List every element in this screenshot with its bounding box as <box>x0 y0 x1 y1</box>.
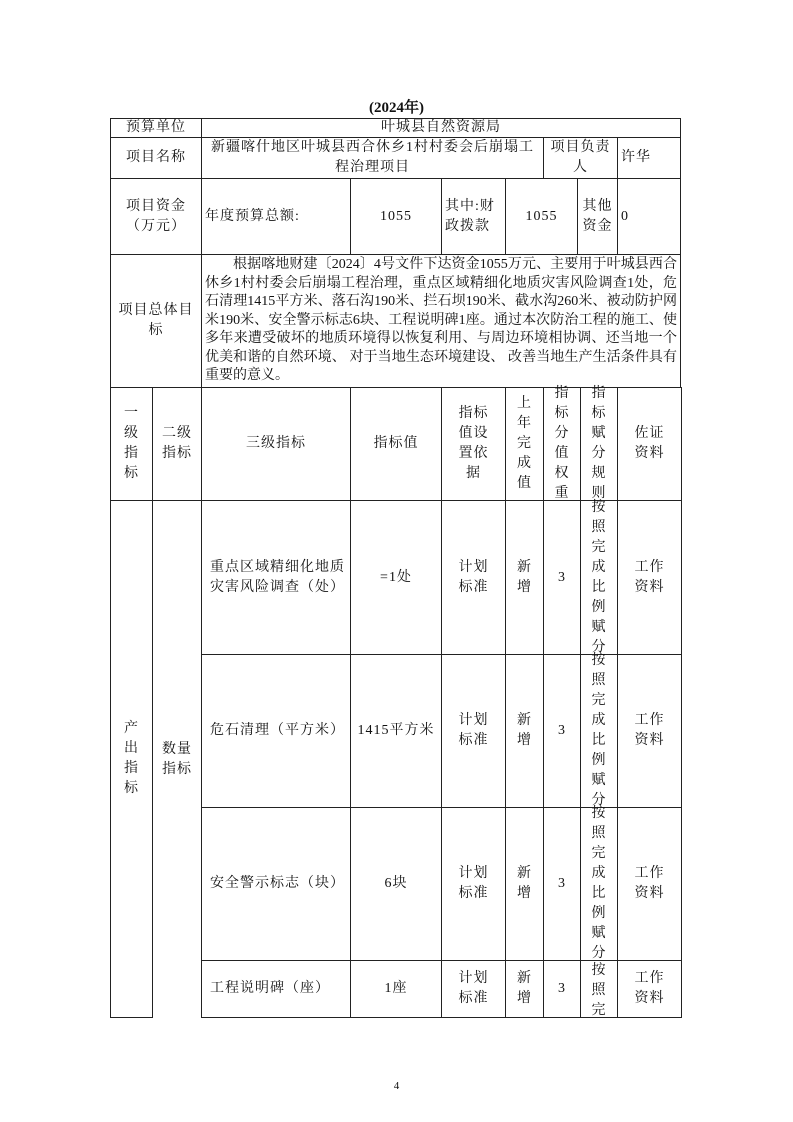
row-name: 重点区域精细化地质灾害风险调查（处） <box>201 500 351 655</box>
row-weight: 3 <box>543 960 581 1018</box>
header-value: 指标值 <box>350 387 442 501</box>
level1-output: 产出指标 <box>110 500 153 1018</box>
row-basis: 计划标准 <box>441 500 506 655</box>
leader-label: 项目负责人 <box>543 137 618 179</box>
project-name: 新疆喀什地区叶城县西合休乡1村村委会后崩塌工程治理项目 <box>201 137 544 179</box>
annual-total: 1055 <box>350 178 442 255</box>
row-name: 工程说明碑（座） <box>201 960 351 1018</box>
row-rule: 按照完成比例赋分 <box>580 807 618 961</box>
row-evidence: 工作资料 <box>617 654 682 808</box>
row-value: 1415平方米 <box>350 654 442 808</box>
row-basis: 计划标准 <box>441 654 506 808</box>
row-basis: 计划标准 <box>441 960 506 1018</box>
header-rule: 指标赋分规则 <box>580 387 618 501</box>
other-label: 其他资金 <box>577 178 618 255</box>
row-evidence: 工作资料 <box>617 960 682 1018</box>
other: 0 <box>617 178 681 255</box>
row-rule: 按照完成比例赋分 <box>580 500 618 655</box>
level2-quantity: 数量指标 <box>152 500 202 1018</box>
fiscal-label: 其中:财政拨款 <box>441 178 506 255</box>
row-rule: 按照完成比例赋分 <box>580 654 618 808</box>
row-weight: 3 <box>543 654 581 808</box>
header-level3: 三级指标 <box>201 387 351 501</box>
header-evidence: 佐证资料 <box>617 387 682 501</box>
row-last: 新增 <box>505 807 544 961</box>
row-weight: 3 <box>543 807 581 961</box>
row-weight: 3 <box>543 500 581 655</box>
goal-label: 项目总体目标 <box>110 254 202 388</box>
annual-total-label: 年度预算总额: <box>201 178 351 255</box>
budget-unit-label: 预算单位 <box>110 118 202 138</box>
row-value: 6块 <box>350 807 442 961</box>
row-name: 安全警示标志（块） <box>201 807 351 961</box>
row-evidence: 工作资料 <box>617 500 682 655</box>
header-basis: 指标值设置依据 <box>441 387 506 501</box>
row-rule: 按照完 <box>580 960 618 1018</box>
goal-text: 根据喀地财建〔2024〕4号文件下达资金1055万元、主要用于叶城县西合休乡1村村委会后崩塌工程治理，重点区域精细化地质灾害风险调查1处，危石清理1415平方米、落石沟190米、拦石坝190米、截水沟260米、被动防护网米190米、安全警示标志6块、工程说明碑1座。通过本次防治工程的施工、使多年来遭受破坏的地质环境得以恢复利用、与周边环境相协调、还当地一个优美和谐的自然环境、 对于当地生态环境建设、 改善当地生产生活条件具有重要的意义。 <box>201 254 681 388</box>
leader: 许华 <box>617 137 681 179</box>
header-weight: 指标分值权重 <box>543 387 581 501</box>
row-basis: 计划标准 <box>441 807 506 961</box>
header-last-year: 上年完成值 <box>505 387 544 501</box>
row-value: =1处 <box>350 500 442 655</box>
year-title: (2024年) <box>369 100 424 116</box>
fiscal: 1055 <box>505 178 578 255</box>
page-number: 4 <box>393 1080 400 1092</box>
project-name-label: 项目名称 <box>110 137 202 179</box>
header-level1: 一级指标 <box>110 387 153 501</box>
row-last: 新增 <box>505 500 544 655</box>
row-name: 危石清理（平方米） <box>201 654 351 808</box>
row-last: 新增 <box>505 654 544 808</box>
budget-unit: 叶城县自然资源局 <box>201 118 681 138</box>
header-level2: 二级指标 <box>152 387 202 501</box>
row-evidence: 工作资料 <box>617 807 682 961</box>
funds-label: 项目资金（万元） <box>110 178 202 255</box>
row-value: 1座 <box>350 960 442 1018</box>
row-last: 新增 <box>505 960 544 1018</box>
